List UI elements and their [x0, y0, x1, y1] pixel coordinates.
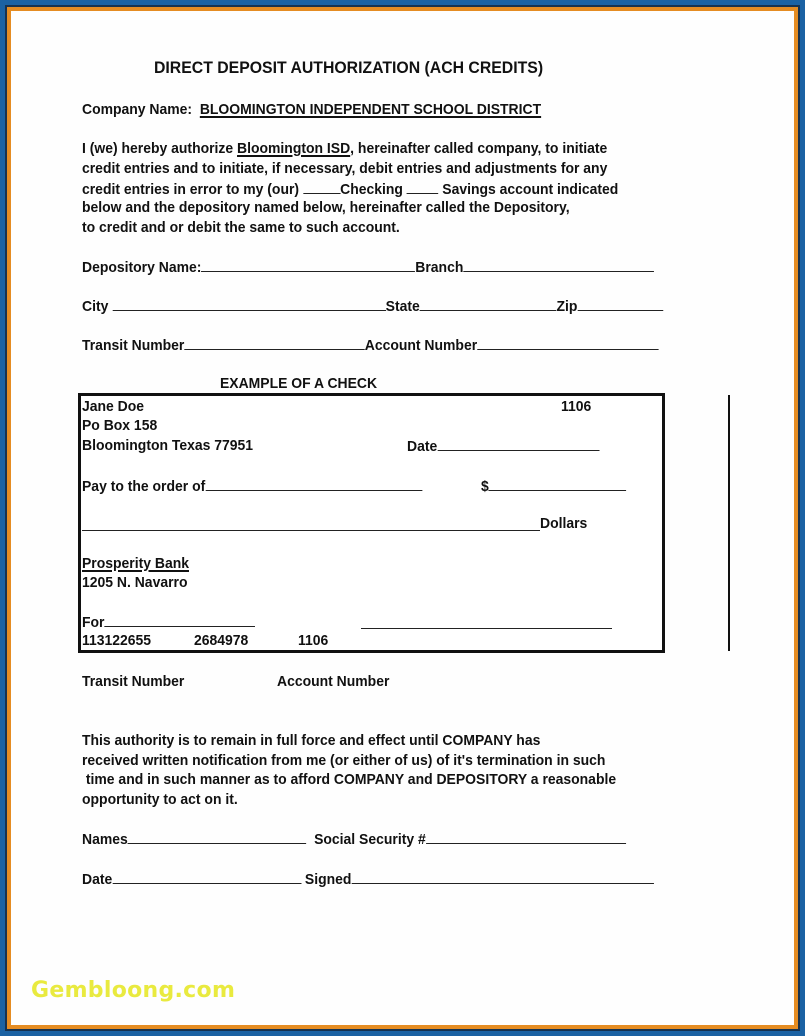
depository-row [82, 258, 654, 276]
check-date-label: Date [407, 438, 438, 455]
authority-line-2: received written notification from me (or either of us) of it's termination in such [82, 752, 606, 769]
pay-to-field [205, 477, 422, 491]
check-example-heading: EXAMPLE OF A CHECK [220, 375, 378, 392]
branch-field[interactable] [463, 258, 654, 272]
state-label: State [385, 298, 420, 315]
micr-account: 2684978 [194, 632, 249, 649]
document-title: DIRECT DEPOSIT AUTHORIZATION (ACH CREDITS) [154, 58, 544, 77]
auth-line-2: credit entries and to initiate, if necessary, debit entries and adjustments for any [82, 160, 608, 177]
memo-row [82, 613, 255, 631]
zip-label: Zip [556, 298, 578, 315]
auth-line-4: below and the depository named below, hereinafter called the Depository, [82, 199, 570, 216]
auth-line-1-suffix: , hereinafter called company, to initiate [350, 140, 608, 157]
date-signed-row [82, 870, 654, 888]
auth-line-1-prefix: I (we) hereby authorize [82, 140, 238, 157]
dollar-sign: $ [481, 478, 489, 495]
names-ssn-row [82, 830, 626, 848]
amount-field [489, 477, 627, 491]
names-field[interactable] [128, 830, 307, 844]
dollars-label: Dollars [540, 515, 588, 532]
branch-label: Branch [415, 259, 464, 276]
signed-field[interactable] [351, 870, 653, 884]
city-row [82, 297, 663, 315]
transit-number-field[interactable] [184, 336, 364, 350]
pay-to-row [82, 477, 422, 495]
ssn-label: Social Security # [314, 831, 426, 848]
check-date-row [407, 437, 599, 455]
authority-line-3: time and in such manner as to afford COMPANY and DEPOSITORY a reasonable [82, 771, 617, 788]
savings-blank[interactable] [407, 180, 439, 194]
ssn-field[interactable] [426, 830, 626, 844]
company-line [82, 101, 541, 118]
for-label: For [82, 614, 105, 631]
city-label: City [82, 298, 109, 315]
state-field[interactable] [420, 297, 557, 311]
account-number-label: Account Number [364, 337, 478, 354]
company-label: Company Name: [82, 101, 193, 118]
auth-line-3 [82, 180, 618, 198]
check-number: 1106 [561, 398, 592, 415]
bank-name: Prosperity Bank [82, 555, 189, 572]
auth-line-5: to credit and or debit the same to such account. [82, 219, 400, 236]
payer-name: Jane Doe [82, 398, 145, 415]
zip-field[interactable] [577, 297, 663, 311]
company-name: BLOOMINGTON INDEPENDENT SCHOOL DISTRICT [199, 101, 542, 118]
amount-row [481, 477, 626, 495]
city-field[interactable] [112, 297, 385, 311]
watermark: Gembloong.com [31, 978, 236, 1003]
transit-number-label: Transit Number [82, 337, 185, 354]
savings-label: Savings account indicated [442, 181, 619, 198]
payer-address-1: Po Box 158 [82, 417, 158, 434]
memo-field [104, 613, 255, 627]
pay-to-label: Pay to the order of [82, 478, 206, 495]
depository-name-label: Depository Name: [82, 259, 202, 276]
amount-words-line [82, 530, 540, 531]
check-date-field [437, 437, 599, 451]
date-field[interactable] [112, 870, 301, 884]
check-side-divider [728, 395, 730, 651]
payer-address-2: Bloomington Texas 77951 [82, 437, 254, 454]
names-label: Names [82, 831, 128, 848]
micr-check-number: 1106 [298, 632, 329, 649]
micr-transit: 113122655 [82, 632, 152, 649]
authorized-company: Bloomington ISD [237, 140, 351, 157]
signed-label: Signed [304, 871, 352, 888]
transit-account-row [82, 336, 658, 354]
depository-name-field[interactable] [201, 258, 415, 272]
checking-label: Checking [340, 181, 403, 198]
bank-address: 1205 N. Navarro [82, 574, 188, 591]
date-label: Date [82, 871, 113, 888]
authority-line-1: This authority is to remain in full force and effect until COMPANY has [82, 732, 541, 749]
signature-line [361, 628, 612, 629]
auth-line-1 [82, 140, 607, 157]
check-transit-label: Transit Number [82, 673, 185, 690]
account-number-field[interactable] [477, 336, 658, 350]
auth-line-3-prefix: credit entries in error to my (our) [82, 181, 303, 198]
check-account-label: Account Number [277, 673, 390, 690]
checking-blank[interactable] [303, 180, 340, 194]
authority-line-4: opportunity to act on it. [82, 791, 238, 808]
